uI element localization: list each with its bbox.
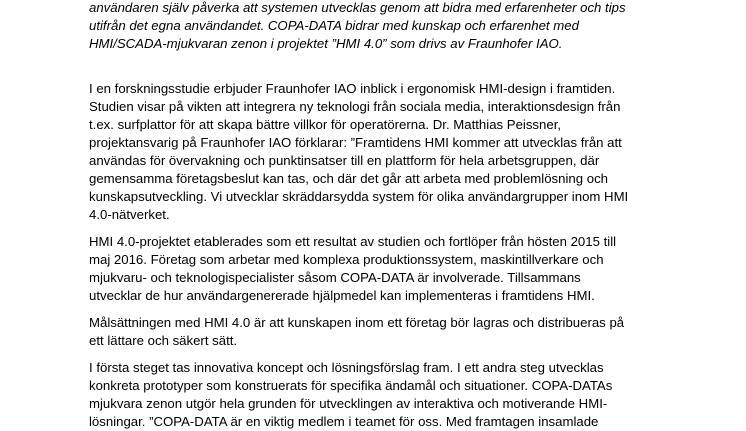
paragraph-line: lösningar. ”COPA-DATA är en viktig medlem i teamet för oss. Med framtagen insamlade	[89, 414, 599, 429]
paragraph-line: HMI 4.0-projektet etablerades som ett resultat av studien och fortlöper från hösten 2015 till	[89, 234, 617, 249]
paragraph-line: 4.0-nätverket.	[89, 207, 170, 222]
paragraph-line: kunskapsutveckling. Vi utvecklar skräddarsydda system för olika användargrupper inom HMI	[89, 189, 629, 204]
paragraph-line: I första steget tas innovativa koncept och lösningsförslag fram. I ett andra steg utvecklas	[89, 360, 604, 375]
paragraph-line: användas för övervakning och punktinsatser till en plattform för hela arbetsgruppen, där	[89, 153, 600, 168]
body-paragraph-study	[89, 80, 628, 224]
intro-paragraph	[89, 0, 626, 53]
paragraph-line: utvecklar de hur användargenererade hjälpmedel kan implementeras i framtidens HMI.	[89, 288, 595, 303]
paragraph-line: Studien visar på vikten att integrera ny teknologi från sociala media, interaktionsdesign från	[89, 99, 621, 114]
paragraph-line: t.ex. surfplattor för att skapa bättre villkor för operatörerna. Dr. Matthias Peissner,	[89, 117, 562, 132]
paragraph-line: mjukvara zenon utgör hela grunden för utvecklingen av interaktiva och motiverande HMI-	[89, 396, 608, 411]
intro-line: HMI/SCADA-mjukvaran zenon i projektet ”HMI 4.0” som drivs av Fraunhofer IAO.	[89, 36, 563, 51]
body-paragraph-steps	[89, 359, 612, 431]
intro-line: utifrån det egna användandet. COPA-DATA bidrar med kunskap och erfarenhet med	[89, 18, 579, 33]
paragraph-line: I en forskningsstudie erbjuder Fraunhofer IAO inblick i ergonomisk HMI-design i framtiden.	[89, 81, 616, 96]
paragraph-line: gemensamma företagsbeslut kan tas, och där det går att arbeta med problemlösning och	[89, 171, 609, 186]
paragraph-line: maj 2016. Företag som arbetar med komplexa produktionssystem, maskintillverkare och	[89, 252, 604, 267]
body-paragraph-project	[89, 233, 616, 305]
paragraph-line: Målsättningen med HMI 4.0 är att kunskapen inom ett företag bör lagras och distribueras på	[89, 315, 625, 330]
body-paragraph-goal	[89, 314, 624, 350]
paragraph-line: konkreta prototyper som konstruerats för specifika ändamål och situationer. COPA-DATAs	[89, 378, 613, 393]
paragraph-line: projektansvarig på Fraunhofer IAO förklarar: ”Framtidens HMI kommer att utvecklas från att	[89, 135, 622, 150]
paragraph-line: mjukvaru- och teknologispecialister såsom COPA-DATA är involverade. Tillsammans	[89, 270, 581, 285]
intro-line: användaren själv påverka att systemen utvecklas genom att bidra med erfarenheter och tips	[89, 0, 626, 15]
paragraph-line: ett lättare och säkert sätt.	[89, 333, 238, 348]
